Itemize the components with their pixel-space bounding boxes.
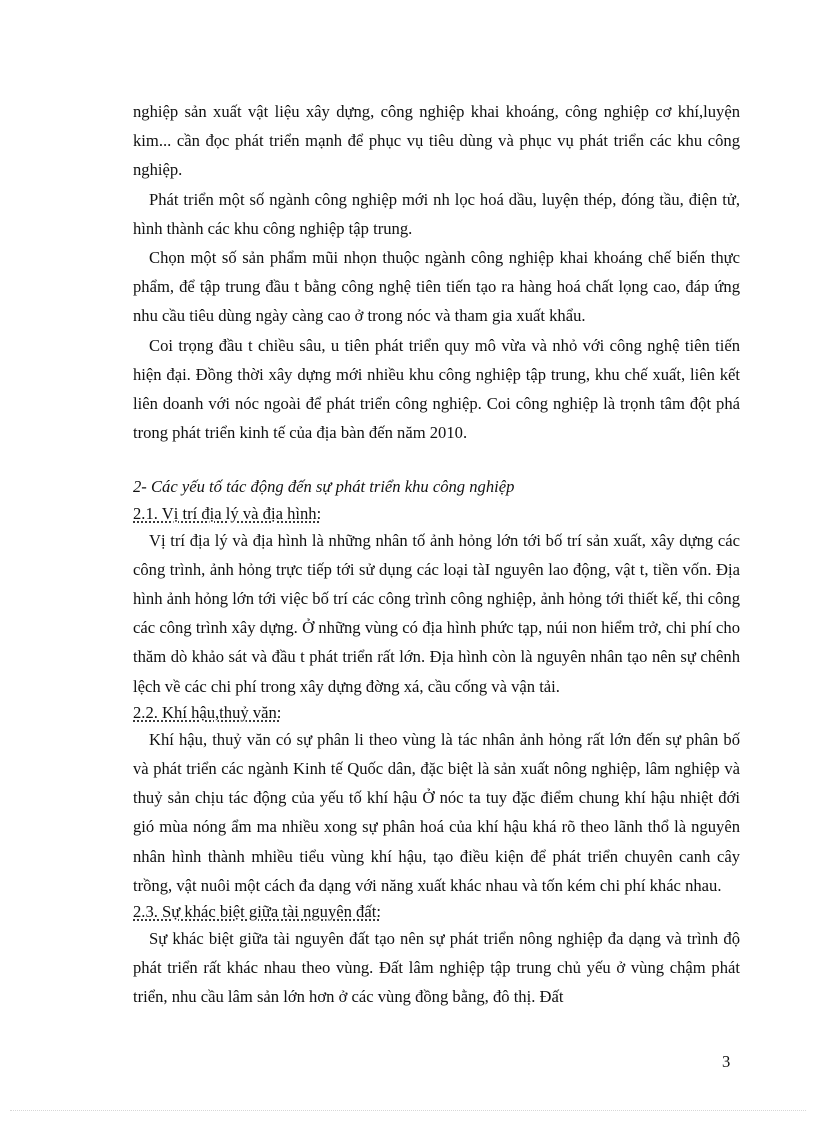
section-spacer xyxy=(133,447,740,472)
page-number: 3 xyxy=(722,1052,731,1071)
document-page xyxy=(133,97,740,1012)
subsection-heading-2-2: 2.2. Khí hậu,thuỷ văn: xyxy=(133,702,282,722)
subsection-heading-2-1: 2.1. Vị trí địa lý và địa hình: xyxy=(133,503,322,523)
subsection-heading-2-3: 2.3. Sự khác biệt giữa tài nguyên đất: xyxy=(133,902,381,922)
paragraph-intro-1: nghiệp sản xuất vật liệu xây dựng, công nghiệp khai khoáng, công nghiệp cơ khí,luyện kim... cần đọc phát triển mạnh để phục vụ tiêu dùng và phục vụ phát triển các khu công nghiệp. xyxy=(133,102,740,180)
paragraph-intro-3: Chọn một số sản phẩm mũi nhọn thuộc ngành công nghiệp khai khoáng chế biến thực phẩm, để tập trung đầu t bằng công nghệ tiên tiến tạo ra hàng hoá chất lọng cao, đáp ứng nhu cầu tiêu dùng ngày càng cao ở trong nóc và tham gia xuất khẩu. xyxy=(133,248,740,326)
paragraph-intro-4: Coi trọng đầu t chiều sâu, u tiên phát triển quy mô vừa và nhỏ với công nghệ tiên tiến hiện đại. Đồng thời xây dựng mới nhiều khu công nghiệp tập trung, khu chế xuất, liên kết liên doanh với nóc ngoài để phát triển công nghiệp. Coi công nghiệp là trọnh tâm đột phá trong phát triển kinh tế của địa bàn đến năm 2010. xyxy=(133,335,740,443)
paragraph-intro-2: Phát triển một số ngành công nghiệp mới nh lọc hoá dầu, luyện thép, đóng tầu, điện tử, hình thành các khu công nghiệp tập trung. xyxy=(133,189,740,238)
subsection-body-2-2: Khí hậu, thuỷ văn có sự phân li theo vùng là tác nhân ảnh hỏng rất lớn đến sự phân bố và phát triển các ngành Kinh tế Quốc dân, đặc biệt là sản xuất nông nghiệp, lâm nghiệp và thuỷ sản chịu tác động của yếu tố khí hậu Ở nóc ta tuy đặc điểm chung khí hậu nhiệt đới gió mùa nóng ẩm ma nhiều xong sự phân hoá của khí hậu khá rõ theo lãnh thổ là nguyên nhân hình thành mhiều tiểu vùng khí hậu, tạo điều kiện để phát triển chuyên canh cây trồng, vật nuôi một cách đa dạng với năng xuất khác nhau và tốn kém chi phí khác nhau. xyxy=(133,729,740,895)
subsection-body-2-3: Sự khác biệt giữa tài nguyên đất tạo nên sự phát triển nông nghiệp đa dạng và trình độ phát triển rất khác nhau theo vùng. Đất lâm nghiệp tập trung chủ yếu ở vùng chậm phát triển, nhu cầu lâm sản lớn hơn ở các vùng đồng bằng, đô thị. Đất xyxy=(133,929,740,1007)
section-title: 2- Các yếu tố tác động đến sự phát triển khu công nghiệp xyxy=(133,477,515,497)
page-bottom-divider xyxy=(10,1110,806,1111)
subsection-body-2-1: Vị trí địa lý và địa hình là những nhân tố ảnh hỏng lớn tới bố trí sản xuất, xây dựng các công trình, ảnh hỏng trực tiếp tới sử dụng các loại tàI nguyên lao động, vật t, tiền vốn. Địa hình ảnh hỏng lớn tới việc bố trí các công trình công nghiệp, ảnh hỏng tới thiết kế, thi công các công trình xây dựng. Ở những vùng có địa hình phức tạp, núi non hiểm trở, chi phí cho thăm dò khảo sát và đầu t phát triển rất lớn. Địa hình còn là nguyên nhân tạo nên sự chênh lệch về các chi phí trong xây dựng đờng xá, cầu cống và vận tải. xyxy=(133,530,740,696)
